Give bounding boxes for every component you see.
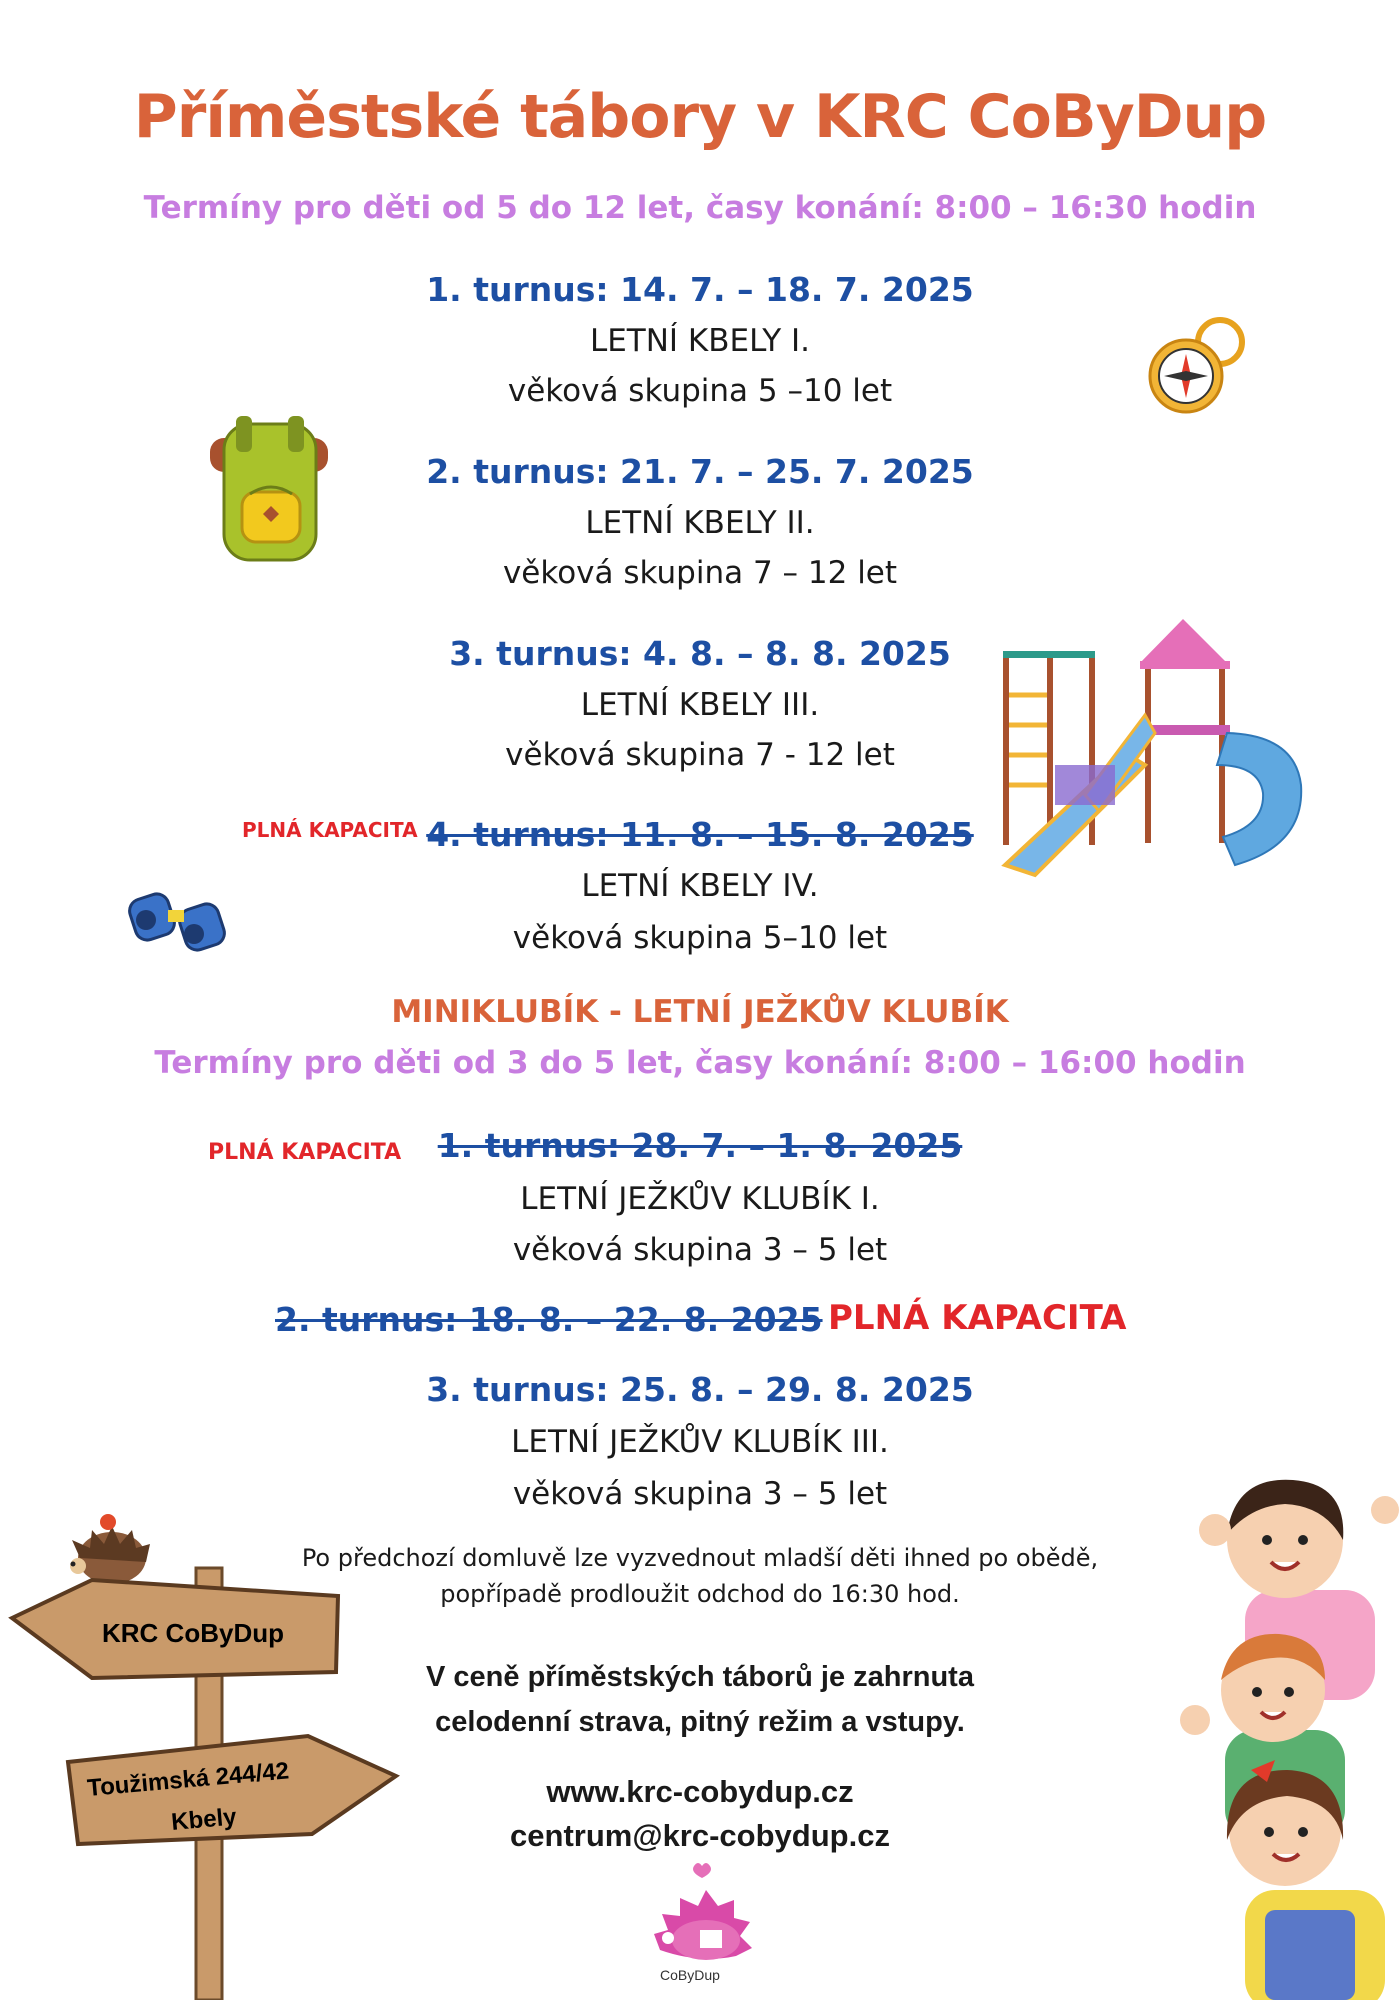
klub1-name: LETNÍ JEŽKŮV KLUBÍK I.: [520, 1181, 880, 1217]
page-title: Příměstské tábory v KRC CoByDup: [133, 82, 1267, 152]
turn4-full-badge: PLNÁ KAPACITA: [242, 818, 418, 842]
signpost-address-line2: Kbely: [170, 1803, 238, 1836]
signpost-top-text: KRC CoByDup: [102, 1618, 284, 1648]
backpack-icon: [200, 410, 340, 570]
logo-text: CoByDup: [660, 1967, 720, 1983]
turn3-name: LETNÍ KBELY III.: [580, 687, 820, 723]
price-info: [300, 1655, 1100, 1745]
klub1-full-badge: PLNÁ KAPACITA: [208, 1140, 402, 1165]
pickup-note-line2: popřípadě prodloužit odchod do 16:30 hod.: [440, 1580, 960, 1608]
pickup-note-line1: Po předchozí domluvě lze vyzvednout mladší děti ihned po obědě,: [301, 1544, 1099, 1572]
turn4-name: LETNÍ KBELY IV.: [581, 868, 819, 904]
klub3-heading: 3. turnus: 25. 8. – 29. 8. 2025: [426, 1370, 974, 1409]
hedgehog-icon: [70, 1514, 150, 1584]
turn3-heading: 3. turnus: 4. 8. – 8. 8. 2025: [449, 634, 951, 673]
girl-bottom-icon: [1227, 1760, 1385, 2000]
turn4-age: věková skupina 5–10 let: [512, 920, 888, 956]
contact-block: [400, 1770, 1000, 1858]
binoculars-icon: [128, 880, 238, 960]
email-link[interactable]: centrum@krc-cobydup.cz: [510, 1818, 890, 1853]
cobydup-logo: [640, 1860, 760, 1990]
klub2-full-badge: PLNÁ KAPACITA: [828, 1298, 1127, 1338]
klub1-heading: 1. turnus: 28. 7. – 1. 8. 2025: [437, 1126, 963, 1165]
signpost-illustration: [0, 1500, 400, 2000]
section2-title: MINIKLUBÍK - LETNÍ JEŽKŮV KLUBÍK: [391, 994, 1009, 1030]
price-line1: V ceně příměstských táborů je zahrnuta: [426, 1661, 974, 1693]
signpost-address-line1: Toužimská 244/42: [86, 1757, 291, 1802]
klub2-heading: 2. turnus: 18. 8. – 22. 8. 2025: [275, 1300, 823, 1339]
playground-icon: [995, 615, 1305, 895]
turn2-age: věková skupina 7 – 12 let: [502, 555, 898, 591]
klub3-name: LETNÍ JEŽKŮV KLUBÍK III.: [511, 1424, 889, 1460]
website-link[interactable]: www.krc-cobydup.cz: [546, 1774, 854, 1809]
turn2-heading: 2. turnus: 21. 7. – 25. 7. 2025: [426, 452, 974, 491]
turn1-heading: 1. turnus: 14. 7. – 18. 7. 2025: [426, 270, 974, 309]
section1-subtitle: Termíny pro děti od 5 do 12 let, časy konání: 8:00 – 16:30 hodin: [143, 190, 1257, 226]
turn2-name: LETNÍ KBELY II.: [585, 505, 815, 541]
turn3-age: věková skupina 7 - 12 let: [505, 737, 895, 773]
section2-subtitle: Termíny pro děti od 3 do 5 let, časy konání: 8:00 – 16:00 hodin: [154, 1045, 1246, 1081]
compass-icon: [1142, 312, 1252, 422]
klub3-age: věková skupina 3 – 5 let: [512, 1476, 888, 1512]
klub1-age: věková skupina 3 – 5 let: [512, 1232, 888, 1268]
turn1-age: věková skupina 5 –10 let: [507, 373, 893, 409]
turn1-name: LETNÍ KBELY I.: [589, 323, 811, 359]
price-line2: celodenní strava, pitný režim a vstupy.: [435, 1706, 965, 1738]
turn4-heading: 4. turnus: 11. 8. – 15. 8. 2025: [426, 815, 974, 854]
children-illustration: [1175, 1470, 1400, 2000]
